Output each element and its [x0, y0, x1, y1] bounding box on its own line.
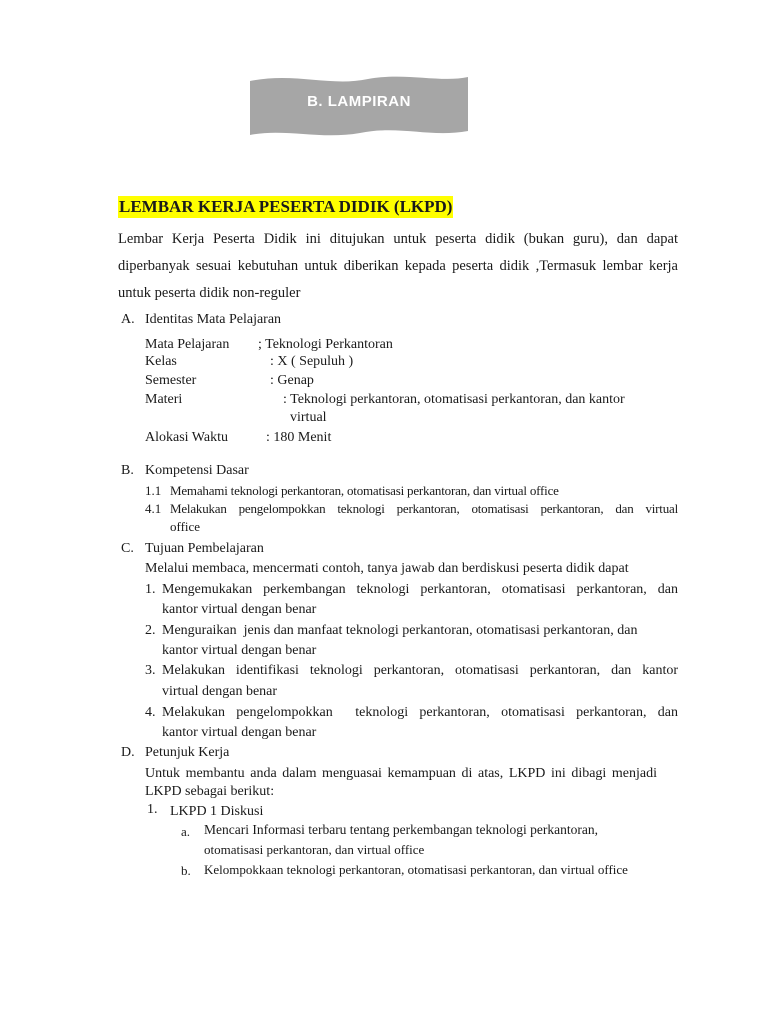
- banner-title: B. LAMPIRAN: [307, 93, 411, 110]
- identity-label-time: Alokasi Waktu: [145, 430, 228, 445]
- identity-label-subject: Mata Pelajaran: [145, 337, 230, 352]
- task-text-cont: otomatisasi perkantoran, dan virtual office: [204, 842, 425, 857]
- section-d-marker: D.: [121, 745, 135, 760]
- identity-value-class: : X ( Sepuluh ): [270, 354, 354, 369]
- section-c-marker: C.: [121, 541, 134, 556]
- identity-value-subject: ; Teknologi Perkantoran: [258, 337, 393, 352]
- section-b-title: Kompetensi Dasar: [145, 463, 249, 478]
- objective-number: 4.: [145, 705, 156, 720]
- document-heading: LEMBAR KERJA PESERTA DIDIK (LKPD): [119, 197, 453, 216]
- objective-text-cont: virtual dengan benar: [162, 684, 278, 699]
- section-b-marker: B.: [121, 463, 134, 478]
- identity-value-material-cont: virtual: [290, 410, 327, 425]
- objective-text-cont: kantor virtual dengan benar: [162, 602, 317, 617]
- identity-label-semester: Semester: [145, 373, 197, 388]
- task-letter: a.: [181, 824, 191, 839]
- identity-value-semester: : Genap: [270, 373, 314, 388]
- intro-paragraph: Lembar Kerja Peserta Didik ini ditujukan untuk peserta didik (bukan guru), dan dapat diperbanyak sesuai kebutuhan untuk diberikan kepada peserta didik ,Termasuk lembar kerja untuk peserta didik non-reguler: [118, 231, 678, 301]
- competency-text: Memahami teknologi perkantoran, otomatisasi perkantoran, dan virtual office: [170, 483, 559, 498]
- objective-number: 1.: [145, 582, 156, 597]
- objective-number: 2.: [145, 623, 156, 638]
- section-d-title: Petunjuk Kerja: [145, 745, 230, 760]
- objective-text: Mengemukakan perkembangan teknologi perkantoran, otomatisasi perkantoran, dan: [162, 582, 678, 597]
- section-a-marker: A.: [121, 312, 135, 327]
- task-text: Mencari Informasi terbaru tentang perkembangan teknologi perkantoran,: [204, 822, 598, 837]
- objective-number: 3.: [145, 663, 156, 678]
- identity-label-class: Kelas: [145, 354, 177, 369]
- lkpd-number: 1.: [147, 802, 158, 817]
- task-letter: b.: [181, 863, 191, 878]
- lkpd-title: LKPD 1 Diskusi: [170, 804, 264, 819]
- objective-text: Menguraikan jenis dan manfaat teknologi perkantoran, otomatisasi perkantoran, dan: [162, 623, 638, 638]
- competency-number: 1.1: [145, 483, 162, 498]
- competency-number: 4.1: [145, 501, 162, 516]
- competency-text-cont: office: [170, 519, 201, 534]
- objective-text: Melakukan identifikasi teknologi perkantoran, otomatisasi perkantoran, dan kantor: [162, 663, 678, 678]
- section-c-title: Tujuan Pembelajaran: [145, 541, 264, 556]
- instructions-lead-cont: LKPD sebagai berikut:: [145, 784, 275, 799]
- objectives-lead: Melalui membaca, mencermati contoh, tanya jawab dan berdiskusi peserta didik dapat: [145, 561, 629, 576]
- identity-value-material: : Teknologi perkantoran, otomatisasi perkantoran, dan kantor: [283, 392, 625, 407]
- objective-text-cont: kantor virtual dengan benar: [162, 643, 317, 658]
- section-banner: [250, 75, 468, 137]
- objective-text: Melakukan pengelompokkan teknologi perkantoran, otomatisasi perkantoran, dan: [162, 705, 678, 720]
- identity-value-time: : 180 Menit: [266, 430, 332, 445]
- section-a-title: Identitas Mata Pelajaran: [145, 312, 282, 327]
- task-text: Kelompokkaan teknologi perkantoran, otomatisasi perkantoran, dan virtual office: [204, 862, 628, 877]
- objective-text-cont: kantor virtual dengan benar: [162, 725, 317, 740]
- identity-label-material: Materi: [145, 392, 183, 407]
- instructions-lead: Untuk membantu anda dalam menguasai kemampuan di atas, LKPD ini dibagi menjadi: [145, 766, 657, 781]
- competency-text: Melakukan pengelompokkan teknologi perkantoran, otomatisasi perkantoran, dan virtual: [170, 501, 678, 516]
